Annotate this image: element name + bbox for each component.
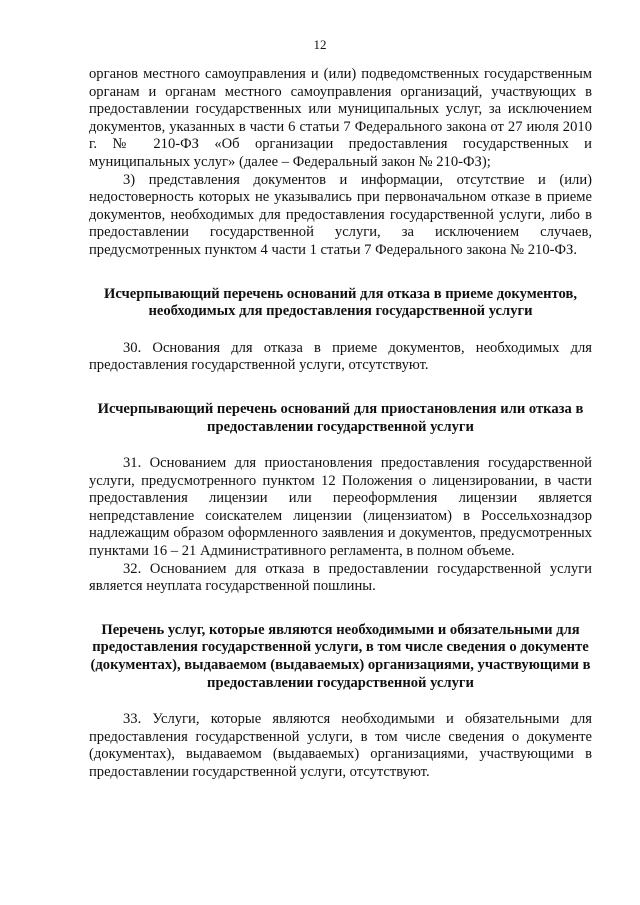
document-body (89, 66, 592, 782)
section-heading-refusal-acceptance: Исчерпывающий перечень оснований для отказа в приеме документов, необходимых для предоставления государственной услуги (104, 285, 577, 320)
paragraph-item-3: 3) представления документов и информации, отсутствие и (или) недостоверность которых не указывались при первоначальном отказе в приеме документов, необходимых для предоставления государственной услуги, либо в предоставлении государственной услуги, за исключением случаев, предусмотренных пунктом 4 части 1 статьи 7 Федерального закона № 210-ФЗ. (89, 171, 592, 258)
paragraph-32: 32. Основанием для отказа в предоставлении государственной услуги является неуплата государственной пошлины. (89, 560, 592, 595)
paragraph-33: 33. Услуги, которые являются необходимыми и обязательными для предоставления государственной услуги, в том числе сведения о документе (документах), выдаваемом (выдаваемых) организациями, участвующими в предоставлении государственной услуги, отсутствуют. (89, 711, 592, 780)
page-number: 12 (313, 37, 327, 52)
paragraph-continuation: органов местного самоуправления и (или) подведомственных государственным органам и органам местного самоуправления организаций, участвующих в предоставлении государственных или муниципальных услуг, за исключением документов, указанных в части 6 статьи 7 Федерального закона от 27 июля 2010 г. № 210-ФЗ «Об организации предоставления государственных и муниципальных услуг» (далее – Федеральный закон № 210-ФЗ); (89, 66, 592, 170)
section-heading-suspension-refusal: Исчерпывающий перечень оснований для приостановления или отказа в предоставлении государственной услуги (97, 400, 584, 435)
paragraph-30: 30. Основания для отказа в приеме документов, необходимых для предоставления государственной услуги, отсутствуют. (89, 339, 592, 374)
section-heading-required-services: Перечень услуг, которые являются необходимыми и обязательными для предоставления государственной услуги, в том числе сведения о документе (документах), выдаваемом (выдаваемых) организациями, участвующими в предоставлении государственной услуги (90, 621, 591, 691)
paragraph-31: 31. Основанием для приостановления предоставления государственной услуги, предусмотренного пунктом 12 Положения о лицензировании, в части предоставления лицензии или переоформления лицензии является непредставление соискателем лицензии (лицензиатом) в Россельхознадзор надлежащим образом оформленного заявления и документов, предусмотренных пунктами 16 – 21 Административного регламента, в полном объеме. (89, 455, 592, 560)
